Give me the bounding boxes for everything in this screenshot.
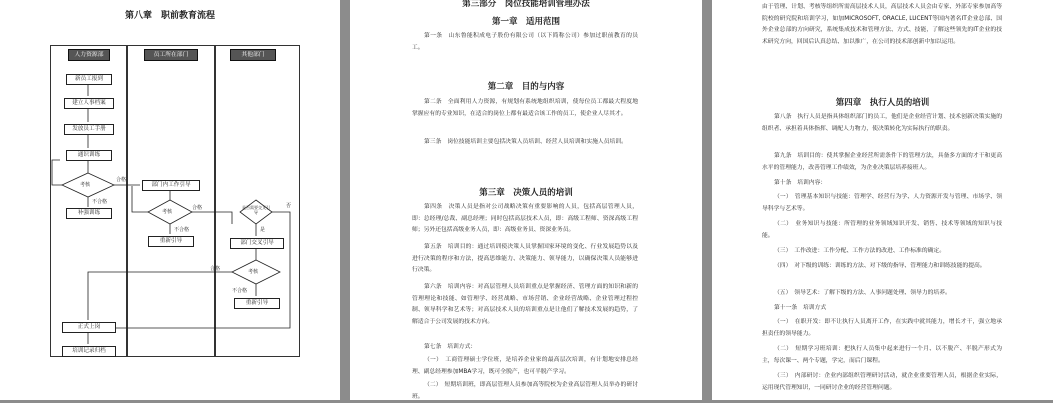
article-11-item-2: （二） 短期学习班培训：把执行人员集中起来进行一个月、以不脱产、半脱产形式为主，每次课一、两个专题，学完，而后门课程。: [762, 346, 1002, 364]
flow-connectors: [0, 0, 340, 400]
article-7-item-1: （一） 工商管理硕士学位班，是培养企业家的最高层次培训，有计划地安排总经理、副总经理参加MBA学习，既可全脱产，也可半脱产学习。: [412, 357, 638, 375]
step-archive-training-record: 培训记录归档: [62, 346, 116, 357]
page-regulations-part3: [350, 0, 702, 400]
lane-header-hr: 人力资源部: [68, 49, 110, 61]
article-1: 第一条 山东鲁能积成电子股份有限公司（以下简称公司）参加过职前教育的员工。: [412, 33, 638, 51]
page-regulations-part4: [712, 0, 1053, 400]
step-general-training: 通识训练: [66, 150, 112, 161]
flow-label-pass-1: 合格: [116, 177, 127, 183]
article-11: 第十一条 培训方式: [774, 305, 827, 311]
flow-label-fail-3: 不合格: [232, 288, 248, 294]
flow-label-yes: 是: [260, 227, 266, 233]
diamond-label-3: 是否需要交叉引导: [242, 205, 270, 215]
flow-label-no: 否: [286, 203, 292, 209]
step-cross-dept-guidance: 部门交叉引导: [230, 238, 284, 249]
flow-label-fail-2: 不合格: [174, 227, 190, 233]
lane-header-department: 员工所在部门: [144, 49, 198, 61]
article-10-item-4: （四） 对下级的训练：训练的方法、对下级的指导、管理能力和训练技能的提高。: [774, 263, 986, 269]
article-2: 第二条 全面利用人力资源，有规划有系统地组织培训，使每位员工都最大程度地掌握应有的专业知识，在适合的岗位上都有最适合该工作的员工，使企业人尽其才。: [412, 99, 638, 117]
article-10-item-5: （五） 领导艺术：了解下级的方法、人事问题处理、领导力的培养。: [774, 290, 951, 296]
chapter-4-heading: 第四章 执行人员的培训: [835, 98, 930, 108]
chapter-3-heading: 第三章 决策人员的培训: [479, 188, 573, 198]
step-issue-handbook: 发放员工手册: [64, 124, 114, 135]
article-11-item-1: （一） 在职开发：即不让执行人员离开工作，在实践中就其能力，增长才干，强立地承担责任的领导能力。: [762, 319, 1002, 337]
article-10: 第十条 培训内容：: [774, 180, 827, 186]
article-6: 第六条 培训内容：对高层管理人员培训重点是掌握经济、管理方面的知识和新的管理理论和技能、如管理学、经营战略、市场营销、企业经营战略、企业管理过程控制、领导科学和艺术等；对高层技术人员的培训重点是让他们了解技术发展的趋势，了解适合于公司发展的技术方向。: [412, 284, 638, 325]
chapter-2-heading: 第二章 目的与内容: [487, 82, 565, 92]
chapter-1-heading: 第一章 适用范围: [491, 17, 560, 27]
step-reinforcement-training: 补强训练: [66, 208, 112, 219]
continued-paragraph: 由于管理、计划、考核等组织所需高层技术人员，高层技术人员会由专家、外部专家参加高等院校的研究院和培训学习，如加MICROSOFT, ORACLE, LUCENT等国内著名IT企业总部、国外企业总部的方向研究，系统集成技术和管理方法、方式、技能，了解这些领先的IT企业的技术研究方向，回国后认真总结、加以推广，在公司的技术部创新中加以运用。: [762, 4, 1002, 45]
article-10-item-1: （一） 管理基本知识与技能：管理学、经营行为学、人力资源开发与管理、市场学、领导科学与艺术等。: [762, 194, 1002, 212]
article-9: 第九条 培训目的：使其掌握企业经营所需条件下的管理方法，具备多方面的才干和更高水平的管理能力，改善管理工作绩效，为企业决策层培养接班人。: [762, 153, 1002, 171]
step-create-personnel-file: 建立人事档案: [64, 98, 114, 109]
article-4: 第四条 决策人员是指对公司战略决策有重要影响的人员，包括高层管理人员，即：总经理/总裁、副总经理；同时包括高层技术人员，即：高级工程师、资深高级工程师；另外还包括高级业务人员，即：高级业务员、资深业务员。: [412, 204, 638, 234]
diamond-label-4: 考核: [248, 269, 259, 275]
article-10-item-2: （二） 业务知识与技能：所管理的业务领域知识开发、销售、技术等领域的知识与技能。: [762, 221, 1002, 239]
page-title: 第八章 职前教育流程: [124, 11, 215, 21]
flow-label-pass-3: 合格: [210, 266, 221, 272]
diamond-label-2: 考核: [162, 209, 173, 215]
lane-header-other: 其他部门: [230, 49, 276, 61]
article-3: 第三条 岗位技能培训主要包括决策人员培训、经营人员培训和实施人员培训。: [424, 139, 627, 145]
article-7: 第七条 培训方式：: [424, 344, 477, 350]
flow-label-pass-2: 合格: [192, 205, 203, 211]
article-5: 第五条 培训目的：通过培训使决策人员掌握国家环境的变化、行业发展趋势以及进行决策的程序和方法，提高思维能力、决策能力、领导能力，以确保决策人员能够进行决策。: [412, 244, 638, 274]
diamond-label-1: 考核: [80, 182, 91, 188]
article-7-item-2: （二） 短期培训班，即高层管理人员参加高等院校为企业高层管理人员举办的研讨班。: [412, 382, 638, 400]
step-dept-job-guidance: 部门内工作引导: [142, 180, 200, 191]
step-reguidance-2: 重新引导: [234, 298, 280, 309]
part-title: 第三部分 岗位技能培训管理办法: [462, 0, 590, 9]
page-flowchart: [0, 0, 340, 400]
article-11-item-3: （三） 内部研讨：企业内部组织管理研讨活动，就企业重要管理人员，根据企业实际，运用现代管理知识，一同研讨企业的经营管理问题。: [762, 373, 1002, 391]
article-8: 第八条 执行人员是指具体组织部门的员工，他们是企业经营计划、技术创新决策实施的组织者、承担着具体指挥、调配人力物力，使决策转化为实际执行的职责。: [762, 114, 1002, 132]
step-new-employee-report: 新员工报到: [66, 74, 112, 85]
flow-label-fail-1: 不合格: [92, 199, 108, 205]
article-10-item-3: （三） 工作改进：工作分配、工作方法的改进、工作标准的确定。: [774, 248, 946, 254]
step-reguidance-1: 重新引导: [148, 236, 194, 247]
step-formal-onboard: 正式上岗: [62, 322, 116, 333]
